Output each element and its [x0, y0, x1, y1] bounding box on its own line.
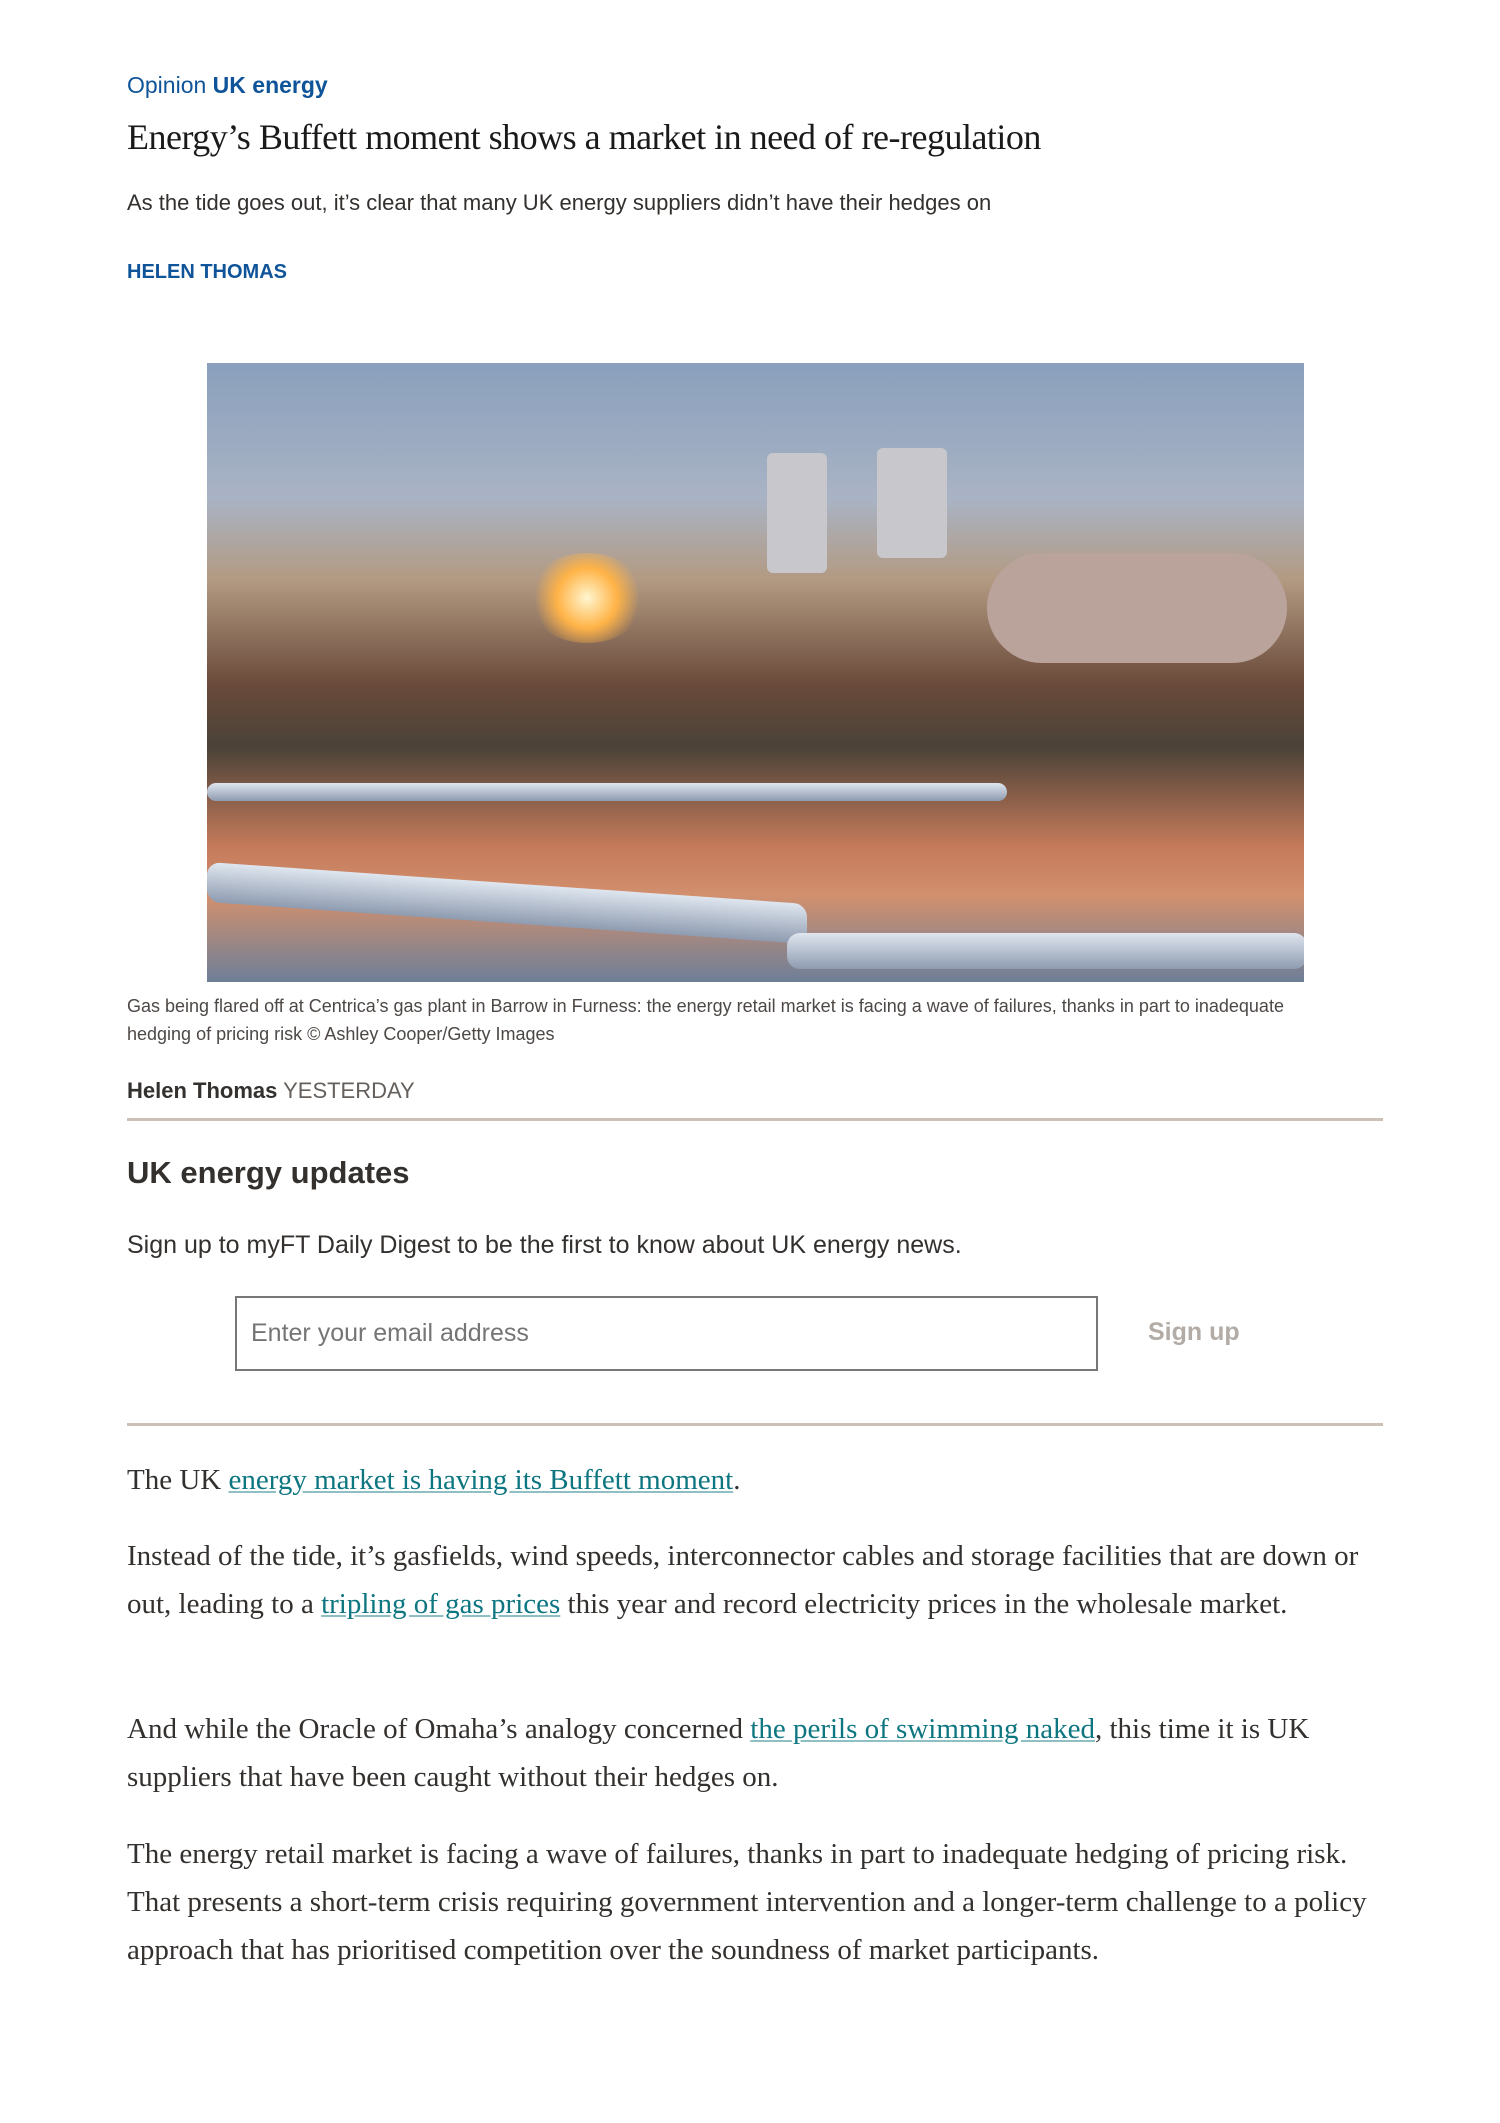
- text: this year and record electricity prices in the wholesale market.: [560, 1588, 1288, 1620]
- byline-author[interactable]: Helen Thomas: [127, 1078, 278, 1103]
- article-link[interactable]: energy market is having its Buffett moment: [228, 1464, 734, 1496]
- text: .: [733, 1464, 741, 1496]
- article-link[interactable]: tripling of gas prices: [321, 1588, 561, 1620]
- kicker: [127, 72, 328, 99]
- standfirst: As the tide goes out, it’s clear that many UK energy suppliers didn’t have their hedges on: [127, 190, 992, 215]
- text: And while the Oracle of Omaha’s analogy concerned: [127, 1713, 751, 1745]
- headline: Energy’s Buffett moment shows a market in need of re-regulation: [127, 117, 1041, 157]
- paragraph: [127, 1532, 1387, 1628]
- text: The UK: [127, 1464, 229, 1496]
- text: Instead of the tide, it’s gasfields, wind speeds, interconnector cables and storage facilities that are down or out, leading to a: [127, 1540, 1359, 1620]
- article-photo: [207, 363, 1304, 982]
- author-link[interactable]: HELEN THOMAS: [127, 261, 287, 283]
- paragraph: [127, 1705, 1387, 1801]
- paragraph: The energy retail market is facing a wave of failures, thanks in part to inadequate hedging of pricing risk. That presents a short-term crisis requiring government intervention and a longer-term challenge to a policy approach that has prioritised competition over the soundness of market participants.: [127, 1838, 1367, 1966]
- article-link[interactable]: the perils of swimming naked: [750, 1713, 1095, 1745]
- updates-title: UK energy updates: [127, 1155, 410, 1190]
- updates-text: Sign up to myFT Daily Digest to be the first to know about UK energy news.: [127, 1231, 962, 1259]
- paragraph: [127, 1456, 1387, 1504]
- email-input[interactable]: [235, 1296, 1098, 1371]
- sign-up-button[interactable]: Sign up: [1148, 1318, 1240, 1346]
- opinion-link[interactable]: Opinion: [127, 72, 207, 98]
- publish-time: YESTERDAY: [283, 1078, 415, 1103]
- image-caption: Gas being flared off at Centrica’s gas plant in Barrow in Furness: the energy retail market is facing a wave of failures, thanks in part to inadequate hedging of pricing risk © Ashley Cooper/Getty Images: [127, 996, 1284, 1044]
- topic-link[interactable]: UK energy: [212, 72, 328, 98]
- text: , this time it is UK suppliers that have been caught without their hedges on.: [127, 1713, 1310, 1793]
- byline: [127, 1078, 415, 1104]
- divider: [127, 1118, 1383, 1121]
- divider: [127, 1423, 1383, 1426]
